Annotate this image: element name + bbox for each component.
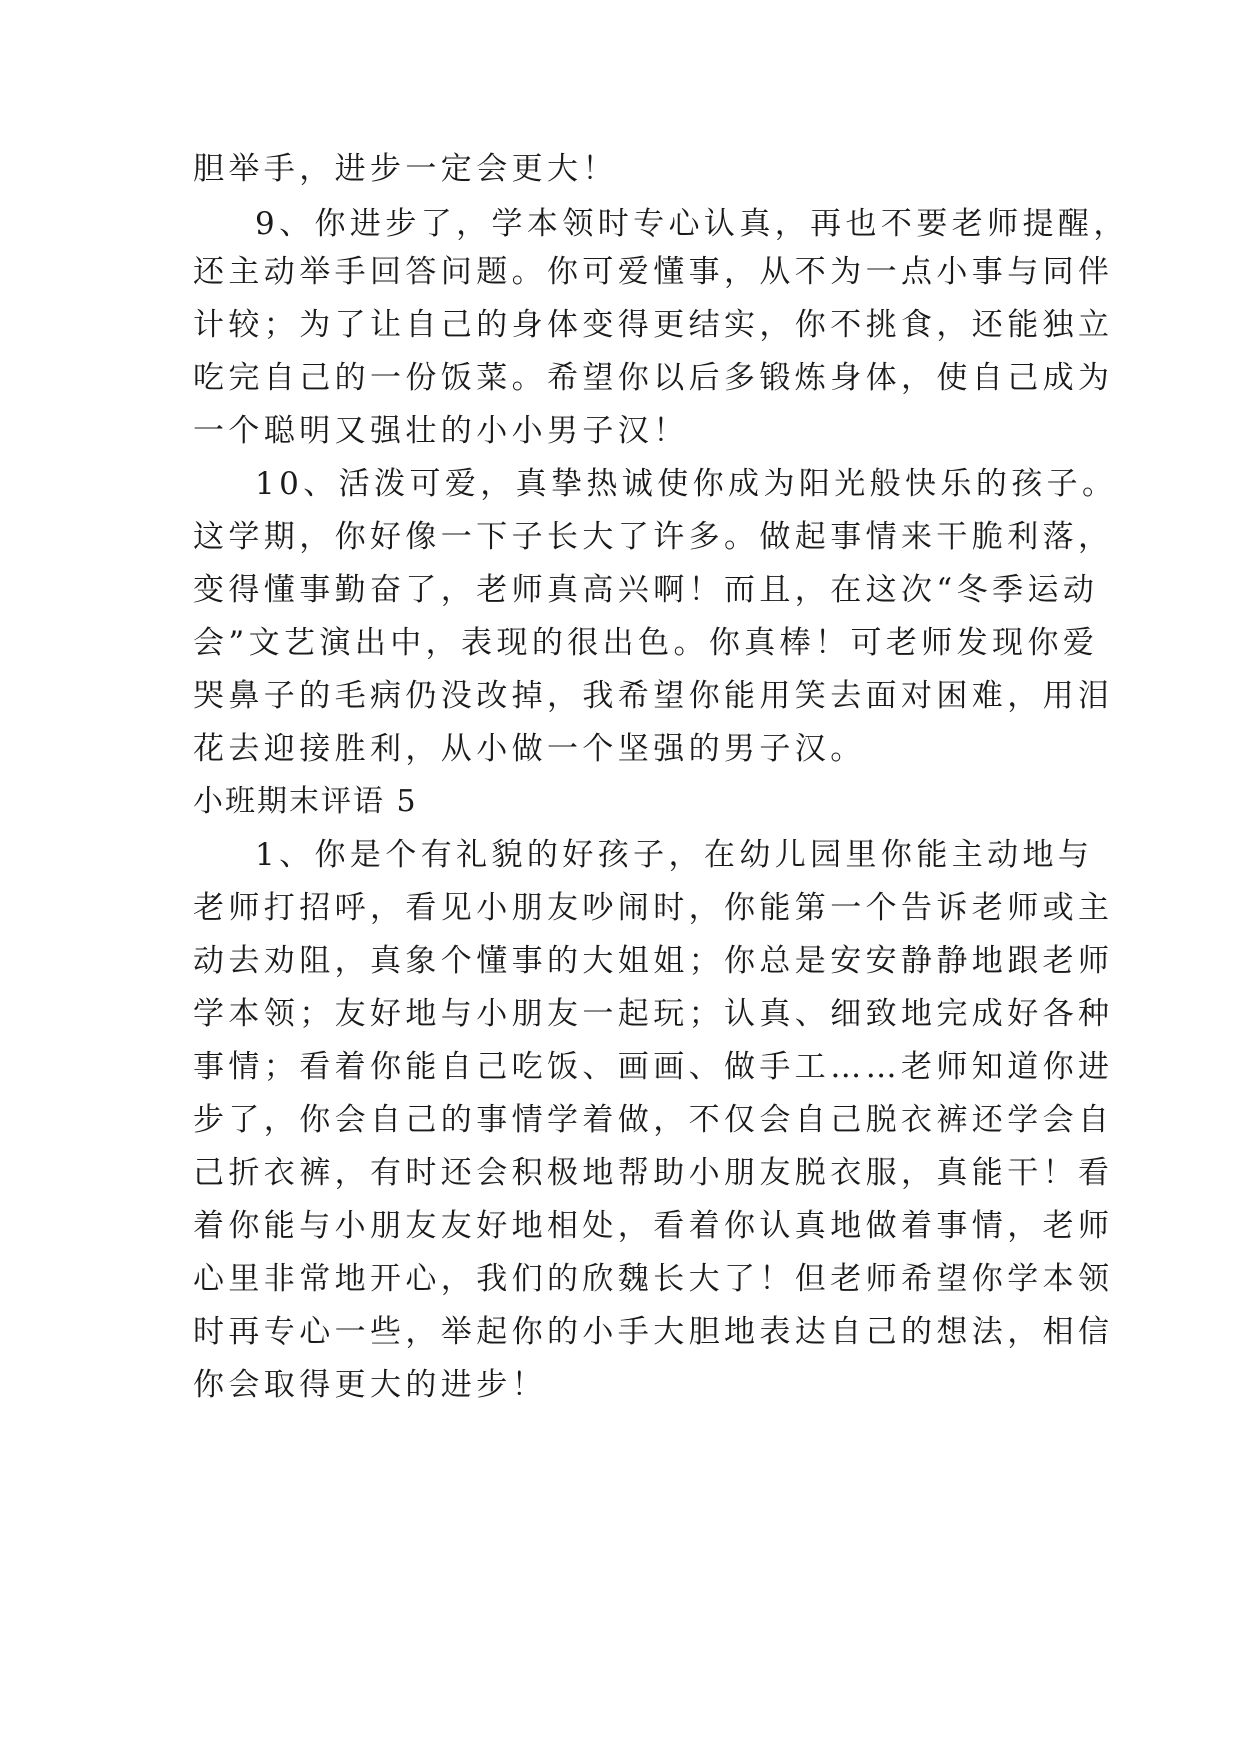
text-line: 这学期，你好像一下子长大了许多。做起事情来干脆利落， [193,519,1114,555]
text-line: 一个聪明又强壮的小小男子汉！ [193,413,689,449]
text-line: 还主动举手回答问题。你可爱懂事，从不为一点小事与同伴 [193,254,1114,290]
text-line: 你会取得更大的进步！ [193,1367,547,1403]
text-line: 哭鼻子的毛病仍没改掉，我希望你能用笑去面对困难，用泪 [193,678,1114,714]
text-line: 事情；看着你能自己吃饭、画画、做手工……老师知道你进 [193,1049,1114,1085]
text-line: 时再专心一些，举起你的小手大胆地表达自己的想法，相信 [193,1314,1114,1350]
text-line: 己折衣裤，有时还会积极地帮助小朋友脱衣服，真能干！看 [193,1155,1114,1191]
text-line: 学本领；友好地与小朋友一起玩；认真、细致地完成好各种 [193,996,1114,1032]
text-line: 步了，你会自己的事情学着做，不仅会自己脱衣裤还学会自 [193,1102,1114,1138]
text-line: 变得懂事勤奋了，老师真高兴啊！而且，在这次“冬季运动 [193,572,1099,608]
text-line: 花去迎接胜利，从小做一个坚强的男子汉。 [193,731,866,767]
text-line: 老师打招呼，看见小朋友吵闹时，你能第一个告诉老师或主 [193,890,1114,926]
text-line: 10、活泼可爱，真挚热诚使你成为阳光般快乐的孩子。 [255,466,1118,502]
text-line: 1、你是个有礼貌的好孩子，在幼儿园里你能主动地与 [255,837,1094,873]
text-line: 胆举手，进步一定会更大！ [193,151,618,187]
section-heading: 小班期末评语 5 [193,784,418,819]
text-line: 9、你进步了，学本领时专心认真，再也不要老师提醒， [255,206,1129,242]
text-line: 心里非常地开心，我们的欣魏长大了！但老师希望你学本领 [193,1261,1114,1297]
text-line: 动去劝阻，真象个懂事的大姐姐；你总是安安静静地跟老师 [193,943,1114,979]
text-line: 吃完自己的一份饭菜。希望你以后多锻炼身体，使自己成为 [193,360,1114,396]
text-line: 会”文艺演出中，表现的很出色。你真棒！可老师发现你爱 [193,625,1099,661]
text-line: 计较；为了让自己的身体变得更结实，你不挑食，还能独立 [193,307,1114,343]
text-line: 着你能与小朋友友好地相处，看着你认真地做着事情，老师 [193,1208,1114,1244]
